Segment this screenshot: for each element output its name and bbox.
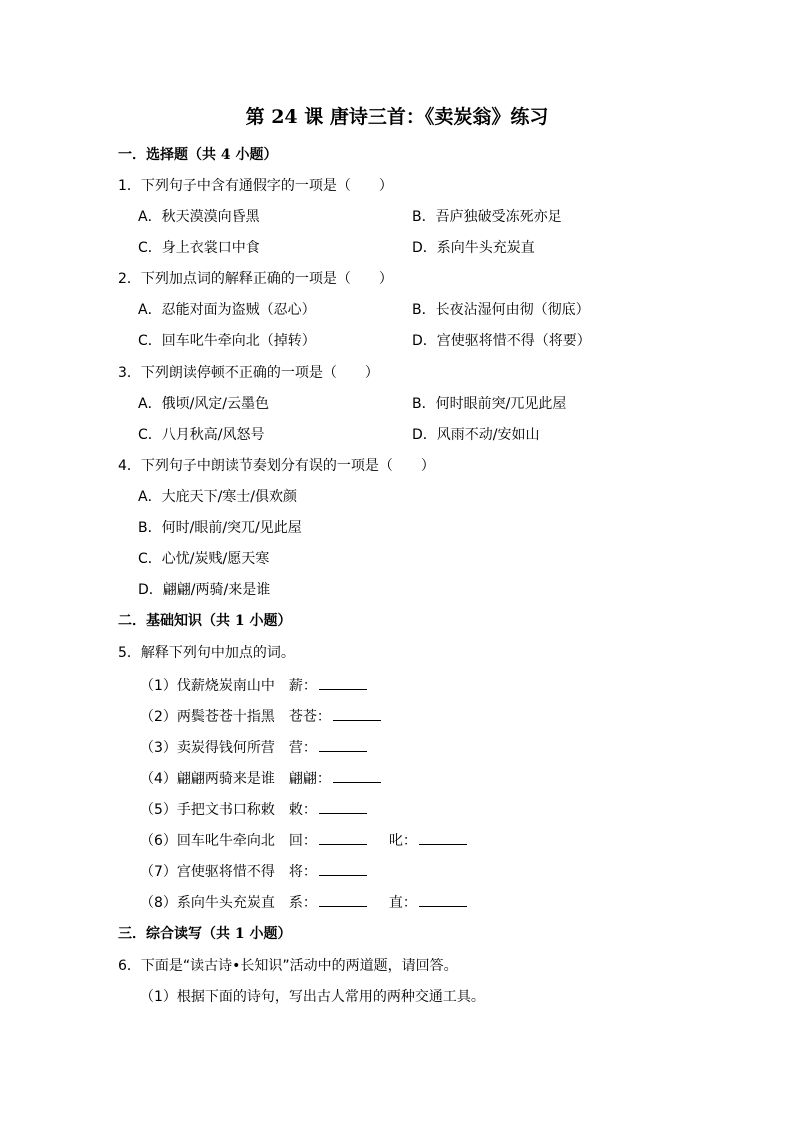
q5-item-key-2: 直：: [388, 895, 417, 911]
answer-blank[interactable]: [419, 894, 467, 907]
q2-option-d: D．宫使驱将惜不得（将要）: [412, 333, 591, 349]
q5-item-5: [140, 800, 367, 820]
q3-option-b: B．何时眼前突/兀见此屋: [412, 396, 567, 412]
q3-option-d: D．风雨不动/安如山: [412, 427, 540, 443]
section-heading-choice: 一．选择题（共 4 小题）: [118, 147, 278, 163]
q5-item-text: （5）手把文书口称敕: [140, 802, 275, 818]
answer-blank[interactable]: [319, 832, 367, 845]
answer-blank[interactable]: [319, 894, 367, 907]
q4-option-d: D．翩翩/两骑/来是谁: [138, 582, 271, 598]
q6-sub-question-1: （1）根据下面的诗句，写出古人常用的两种交通工具。: [140, 989, 485, 1005]
q5-item-key: 系：: [288, 895, 317, 911]
answer-blank[interactable]: [419, 832, 467, 845]
q5-item-key: 将：: [288, 864, 317, 880]
question-6-stem: 6．下面是“读古诗•长知识”活动中的两道题，请回答。: [118, 958, 458, 974]
question-4-stem: 4．下列句子中朗读节奏划分有误的一项是（ ）: [118, 458, 435, 474]
q4-option-a: A．大庇天下/寒士/俱欢颜: [138, 489, 298, 505]
question-2-stem: 2．下列加点词的解释正确的一项是（ ）: [118, 271, 393, 287]
question-3-stem: 3．下列朗读停顿不正确的一项是（ ）: [118, 365, 379, 381]
q5-item-key: 营：: [288, 740, 317, 756]
q3-option-c: C．八月秋高/风怒号: [138, 427, 265, 443]
q4-option-c: C．心忧/炭贱/愿天寒: [138, 551, 270, 567]
q5-item-key-2: 叱：: [388, 833, 417, 849]
q5-item-key: 薪：: [288, 678, 317, 694]
answer-blank[interactable]: [319, 739, 367, 752]
q5-item-7: [140, 862, 367, 882]
q5-item-4: [140, 769, 381, 789]
q5-item-6: [140, 831, 467, 851]
q5-item-text: （6）回车叱牛牵向北: [140, 833, 275, 849]
q5-item-2: [140, 707, 381, 727]
q2-option-c: C．回车叱牛牵向北（掉转）: [138, 333, 316, 349]
page-title: 第 24 课 唐诗三首：《卖炭翁》练习: [245, 106, 549, 128]
q1-option-b: B．吾庐独破受冻死亦足: [412, 209, 562, 225]
q5-item-key: 回：: [288, 833, 317, 849]
q5-item-text: （4）翩翩两骑来是谁: [140, 771, 275, 787]
answer-blank[interactable]: [319, 863, 367, 876]
q5-item-3: [140, 738, 367, 758]
q5-item-text: （7）宫使驱将惜不得: [140, 864, 275, 880]
q5-item-text: （8）系向牛头充炭直: [140, 895, 275, 911]
section-heading-basics: 二．基础知识（共 1 小题）: [118, 613, 292, 629]
q4-option-b: B．何时/眼前/突兀/见此屋: [138, 520, 302, 536]
answer-blank[interactable]: [319, 801, 367, 814]
section-heading-reading-writing: 三．综合读写（共 1 小题）: [118, 926, 292, 942]
q3-option-a: A．俄顷/风定/云墨色: [138, 396, 270, 412]
q2-option-b: B．长夜沾湿何由彻（彻底）: [412, 302, 590, 318]
q5-item-key: 翩翩：: [288, 771, 331, 787]
question-5-stem: 5．解释下列句中加点的词。: [118, 645, 295, 661]
q5-item-text: （2）两鬓苍苍十指黑: [140, 709, 275, 725]
q1-option-d: D．系向牛头充炭直: [412, 240, 535, 256]
q5-item-8: [140, 893, 467, 913]
q5-item-key: 苍苍：: [288, 709, 331, 725]
q5-item-key: 敕：: [288, 802, 317, 818]
answer-blank[interactable]: [333, 708, 381, 721]
q5-item-text: （3）卖炭得钱何所营: [140, 740, 275, 756]
q1-option-a: A．秋天漠漠向昏黑: [138, 209, 260, 225]
q5-item-1: [140, 676, 367, 696]
q1-option-c: C．身上衣裳口中食: [138, 240, 260, 256]
answer-blank[interactable]: [333, 770, 381, 783]
q5-item-text: （1）伐薪烧炭南山中: [140, 678, 275, 694]
answer-blank[interactable]: [319, 677, 367, 690]
question-1-stem: 1．下列句子中含有通假字的一项是（ ）: [118, 178, 393, 194]
q2-option-a: A．忍能对面为盗贼（忍心）: [138, 302, 316, 318]
